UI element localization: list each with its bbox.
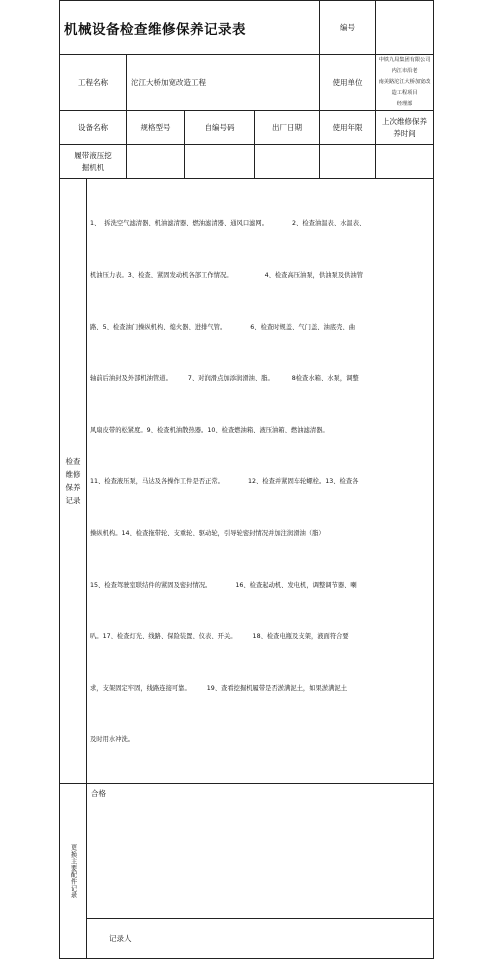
user-unit-value bbox=[376, 55, 434, 111]
inspection-row bbox=[60, 179, 434, 784]
user-unit-label: 使用单位 bbox=[320, 55, 376, 111]
project-name-value: 沱江大桥加宽改造工程 bbox=[127, 55, 320, 111]
factory-date-label: 出厂日期 bbox=[255, 111, 320, 145]
inspection-label bbox=[60, 179, 87, 784]
inspection-item-line: 15、检查驾驶室联结件的紧固及密封情况。 16、检查起动机、发电机，调整调节器、喇 bbox=[90, 581, 357, 589]
recorder-row bbox=[60, 918, 434, 958]
model-label: 规格型号 bbox=[127, 111, 185, 145]
number-value bbox=[376, 1, 434, 55]
last-service-label bbox=[376, 111, 434, 145]
inspection-label-part: 维修 bbox=[65, 469, 81, 479]
title-row bbox=[60, 1, 434, 55]
inspection-item-line: 1、 拆洗空气滤清器、机油滤清器、燃油滤清器、通风口滤网。 2、检查油温表、水温表、 bbox=[90, 220, 366, 228]
factory-date-value bbox=[255, 145, 320, 179]
self-number-label: 自编号码 bbox=[185, 111, 255, 145]
last-service-line: 养时间 bbox=[393, 128, 416, 138]
recorder-label: 记录人 bbox=[87, 918, 434, 958]
last-service-line: 上次维修保养 bbox=[382, 116, 428, 126]
form-title: 机械设备检查维修保养记录表 bbox=[60, 1, 320, 55]
self-number-value bbox=[185, 145, 255, 179]
qualified-label: 合格 bbox=[87, 783, 434, 918]
machine-name bbox=[60, 145, 127, 179]
inspection-item-line: 求，支架固定牢固，线路连接可靠。 19、查看挖掘机履带是否淤满泥土，如果淤满泥土 bbox=[90, 684, 348, 692]
inspection-item-line: 轴前后油封及外部机油管道。 7、对润滑点加添润滑油、脂。 8检查水箱、水泵，调整 bbox=[90, 375, 359, 383]
user-unit-line: 经理部 bbox=[396, 101, 413, 107]
user-unit-line: 南美路沱江大桥加宽改造工程项目 bbox=[378, 79, 431, 96]
inspection-label-part: 保养 bbox=[65, 482, 81, 492]
record-table bbox=[59, 0, 434, 959]
inspection-item-line: 路、5、检查油门操纵机构、熄火器、进排气管。 6、检查时规盖、气门盖、油底壳、曲 bbox=[90, 323, 356, 331]
inspection-item-line: 及时用水冲洗。 bbox=[90, 736, 135, 744]
replacement-row bbox=[60, 783, 434, 918]
inspection-item-line: 11、检查液压泵，马达及各操作工件是否正常。 12、检查并紧固车轮螺栓。13、检查各 bbox=[90, 478, 359, 486]
last-service-value bbox=[376, 145, 434, 179]
inspection-item-line: 操纵机构。14、检查拖带轮、支重轮、驱动轮，引导轮密封情况并加注润滑油（脂） bbox=[90, 529, 325, 537]
machine-name-line: 履带液压挖 bbox=[74, 150, 112, 160]
equipment-value-row bbox=[60, 145, 434, 179]
replacement-label: 更换主要配件记录 bbox=[69, 843, 77, 899]
project-row bbox=[60, 55, 434, 111]
replacement-label-cell bbox=[60, 783, 87, 958]
maintenance-record-sheet bbox=[59, 0, 433, 943]
inspection-item-line: 机油压力表。3、检查、紧固发动机各部工作情况。 4、检查高压油泵，供油泵及供油管 bbox=[90, 272, 364, 279]
user-unit-line: 中铁九局集团有限公司内江市沿老 bbox=[378, 57, 431, 74]
equipment-header-row bbox=[60, 111, 434, 145]
use-year-value bbox=[320, 145, 376, 179]
use-year-label: 使用年限 bbox=[320, 111, 376, 145]
machine-name-line: 掘机机 bbox=[81, 162, 105, 172]
inspection-label-part: 记录 bbox=[65, 495, 81, 505]
model-value bbox=[127, 145, 185, 179]
inspection-item-line: 风扇皮带的松紧度。9、检查机油散热器。10、检查燃油箱、液压油箱、燃油滤清器。 bbox=[90, 426, 329, 434]
number-label: 编号 bbox=[320, 1, 376, 55]
inspection-label-part: 检查 bbox=[65, 456, 81, 466]
project-name-label: 工程名称 bbox=[60, 55, 127, 111]
inspection-item-line: 叭。17、检查灯光、线路、保险装置、仪表、开关。 18、检查电瓶及支架，液面符合要 bbox=[90, 633, 349, 641]
equipment-name-label: 设备名称 bbox=[60, 111, 127, 145]
inspection-items bbox=[87, 179, 434, 784]
